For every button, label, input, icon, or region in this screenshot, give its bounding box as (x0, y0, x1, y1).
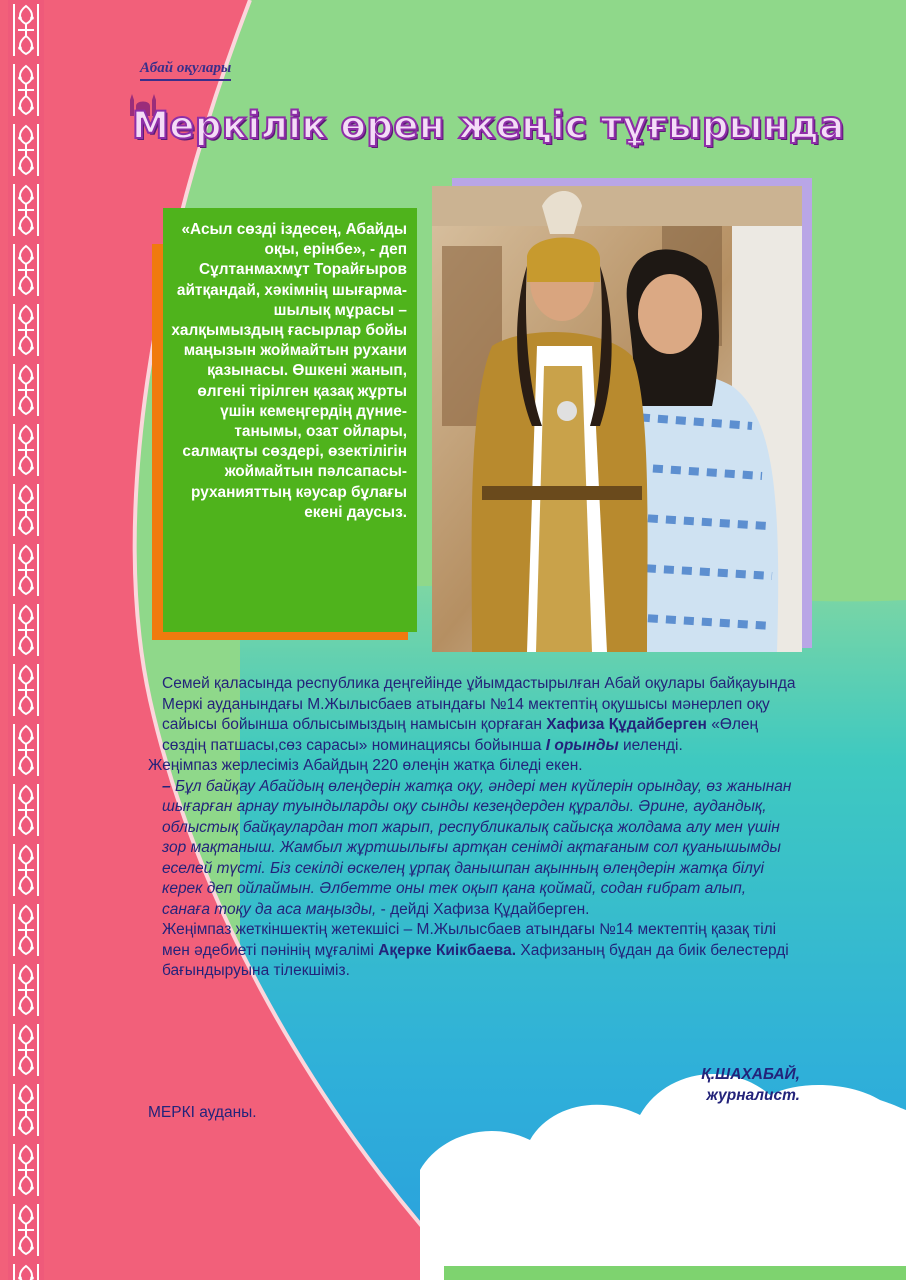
author-role: журналист. (706, 1087, 800, 1104)
district-label: МЕРКІ ауданы. (148, 1104, 257, 1121)
author-name: Қ.ШАХАБАЙ, (701, 1066, 800, 1083)
ornament-border (8, 0, 44, 1280)
paragraph-2: Жеңімпаз жерлесіміз Абайдың 220 өлеңін жатқа біледі екен. (148, 757, 583, 774)
quote-box: «Асыл сөзді іздесең, Абайды оқы, ерінбе», - деп Сұлтанмахмұт Торайғыров айтқандай, хәкімнің шығарма-шылық мұрасы – халқымыздың ғасырлар бойы маңызын жоймайтын рухани қазынасы. Өшкені жанып, өлгені тірілген қазақ жұрты үшін кемеңгердің дүние-танымы, озат ойлары, салмақты сөздері, өзектілігін жоймайтын пәлсапасы-руханияттың кәусар бұлағы екені даусыз. (163, 208, 417, 632)
author-signature (701, 1064, 800, 1106)
paragraph-1: Семей қаласында республика деңгейінде ұйымдастырылған Абай оқулары байқауында Меркі ауданындағы М.Жылысбаев атындағы №14 мектептің оқушысы мәнерлеп оқу сайысы бойынша облысымыздың намысын қорғаған Хафиза Құдайберген «Өлең сөздің патшасы,сөз сарасы» номинациясы бойынша I орынды иеленді. (162, 675, 796, 754)
photo-girl-and-teacher (432, 186, 802, 652)
article-body (148, 674, 798, 982)
student-name: Хафиза Құдайберген (546, 716, 707, 733)
place-award: I орынды (545, 736, 619, 754)
teacher-name: Ақерке Киікбаева. (378, 941, 517, 959)
paragraph-3-quote: – Бұл байқау Абайдың өлеңдерін жатқа оқу, әндері мен күйлерін орындау, өз жанынан шығарған арнау туындыларды оқу сынды кезеңдерден құралды. Әрине, аудандық, облыстық байқаулардан топ жарып, республикалық сайысқа жолдама алу мен үшін зор мақтаныш. Жамбыл жұртшылығы артқан сенімді ақтағаным сол қуанышымды еселей түсті. Біз секілді өскелең ұрпақ данышпан ақынның өлеңдерін жатқа білуі керек деп ойлаймын. Әлбетте оны тек оқып қана қоймай, содан ғибрат алып, санаға тоқу да аса маңызды, - дейді Хафиза Құдайберген. (162, 777, 792, 918)
paragraph-4: Жеңімпаз жеткіншектің жетекшісі – М.Жылысбаев атындағы №14 мектептің қазақ тілі мен әдебиеті пәнінің мұғалімі Ақерке Киікбаева. Хафизаның бұдан да биік белестерді бағындыруына тілекшіміз. (162, 921, 789, 979)
section-label: Абай оқулары (140, 60, 231, 81)
main-title: Меркілік өрен жеңіс тұғырында (132, 104, 845, 147)
